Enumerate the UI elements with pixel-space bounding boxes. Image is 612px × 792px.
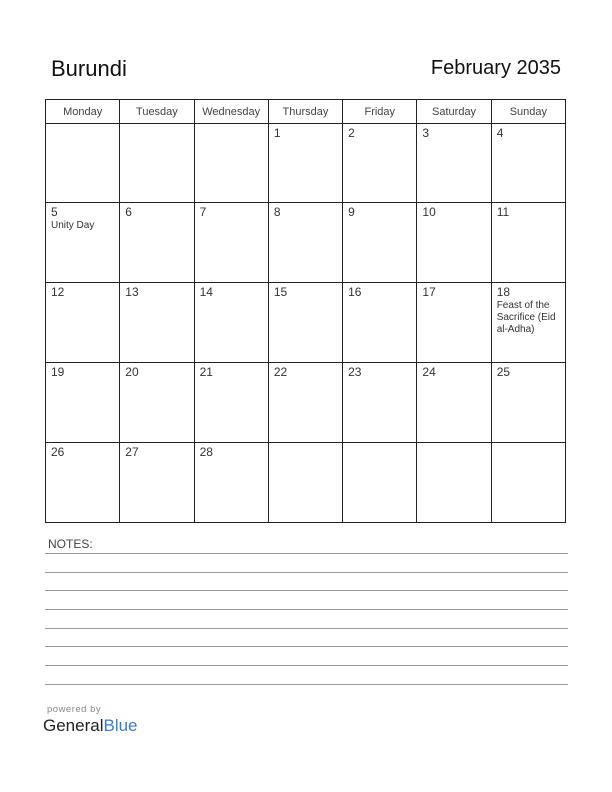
day-cell	[343, 203, 417, 283]
brand-name-part: General	[43, 716, 104, 735]
day-cell	[194, 124, 268, 203]
day-number: 27	[125, 445, 139, 459]
day-cell	[491, 283, 565, 363]
weekday-header-row	[46, 100, 566, 124]
day-cell	[343, 363, 417, 443]
day-cell	[268, 443, 342, 523]
day-number: 22	[273, 365, 288, 379]
weekday-header: Saturday	[417, 100, 491, 124]
day-number: 14	[199, 285, 213, 299]
day-number: 7	[199, 205, 207, 219]
day-number: 17	[422, 285, 436, 299]
month-year-title: February 2035	[430, 57, 561, 79]
week-row	[46, 283, 566, 363]
day-number: 16	[348, 285, 362, 299]
day-number: 5	[51, 205, 58, 219]
day-cell	[46, 203, 120, 283]
day-number: 26	[51, 445, 65, 459]
notes-line	[45, 609, 568, 610]
day-cell	[194, 283, 268, 363]
notes-line	[45, 684, 568, 685]
day-number: 15	[273, 285, 288, 299]
day-cell	[343, 124, 417, 203]
day-cell	[120, 283, 194, 363]
day-number: 6	[125, 205, 132, 219]
day-cell	[268, 203, 342, 283]
day-cell	[491, 443, 565, 523]
day-cell	[46, 363, 120, 443]
day-cell	[491, 363, 565, 443]
weekday-header: Thursday	[268, 100, 342, 124]
day-cell	[417, 283, 491, 363]
day-cell	[417, 363, 491, 443]
powered-by-text: powered by	[47, 704, 102, 715]
notes-line	[45, 553, 568, 554]
day-cell	[268, 363, 342, 443]
day-cell	[120, 443, 194, 523]
day-cell	[491, 203, 565, 283]
day-cell	[120, 124, 194, 203]
day-cell	[417, 203, 491, 283]
notes-line	[45, 628, 568, 629]
day-number: 10	[422, 205, 436, 219]
weekday-header: Sunday	[491, 100, 565, 124]
calendar-grid	[45, 99, 566, 523]
weekday-header: Wednesday	[194, 100, 268, 124]
holiday-label: Feast of the Sacrifice (Eid al-Adha)	[496, 300, 556, 335]
notes-line	[45, 665, 568, 666]
day-cell	[120, 203, 194, 283]
day-cell	[46, 124, 120, 203]
generalblue-logo	[43, 716, 138, 736]
week-row	[46, 203, 566, 283]
day-cell	[343, 283, 417, 363]
day-cell	[268, 283, 342, 363]
notes-line	[45, 646, 568, 647]
day-number: 24	[422, 365, 436, 379]
day-cell	[46, 443, 120, 523]
holiday-label: Unity Day	[51, 220, 95, 231]
day-cell	[417, 443, 491, 523]
weekday-header: Friday	[343, 100, 417, 124]
brand-name-accent: Blue	[103, 716, 138, 735]
day-number: 4	[496, 126, 504, 140]
day-cell	[46, 283, 120, 363]
day-number: 13	[125, 285, 139, 299]
notes-label: NOTES:	[48, 537, 93, 551]
day-number: 18	[496, 285, 511, 299]
day-number: 25	[496, 365, 511, 379]
day-number: 20	[125, 365, 139, 379]
day-cell	[417, 124, 491, 203]
notes-line	[45, 590, 568, 591]
day-number: 12	[51, 285, 65, 299]
notes-line	[45, 572, 568, 573]
day-cell	[343, 443, 417, 523]
country-title: Burundi	[51, 56, 127, 81]
week-row	[46, 363, 566, 443]
day-number: 9	[348, 205, 355, 219]
day-number: 2	[348, 126, 355, 140]
week-row	[46, 124, 566, 203]
weekday-header: Monday	[46, 100, 120, 124]
day-cell	[194, 203, 268, 283]
day-number: 8	[273, 205, 281, 219]
day-number: 21	[199, 365, 213, 379]
day-number: 11	[496, 205, 510, 219]
day-cell	[194, 363, 268, 443]
day-cell	[194, 443, 268, 523]
day-number: 28	[199, 445, 213, 459]
day-number: 23	[348, 365, 362, 379]
day-number: 19	[51, 365, 65, 379]
day-number: 3	[422, 126, 430, 140]
week-row	[46, 443, 566, 523]
day-cell	[491, 124, 565, 203]
weekday-header: Tuesday	[120, 100, 194, 124]
day-number: 1	[273, 126, 281, 140]
day-cell	[268, 124, 342, 203]
day-cell	[120, 363, 194, 443]
